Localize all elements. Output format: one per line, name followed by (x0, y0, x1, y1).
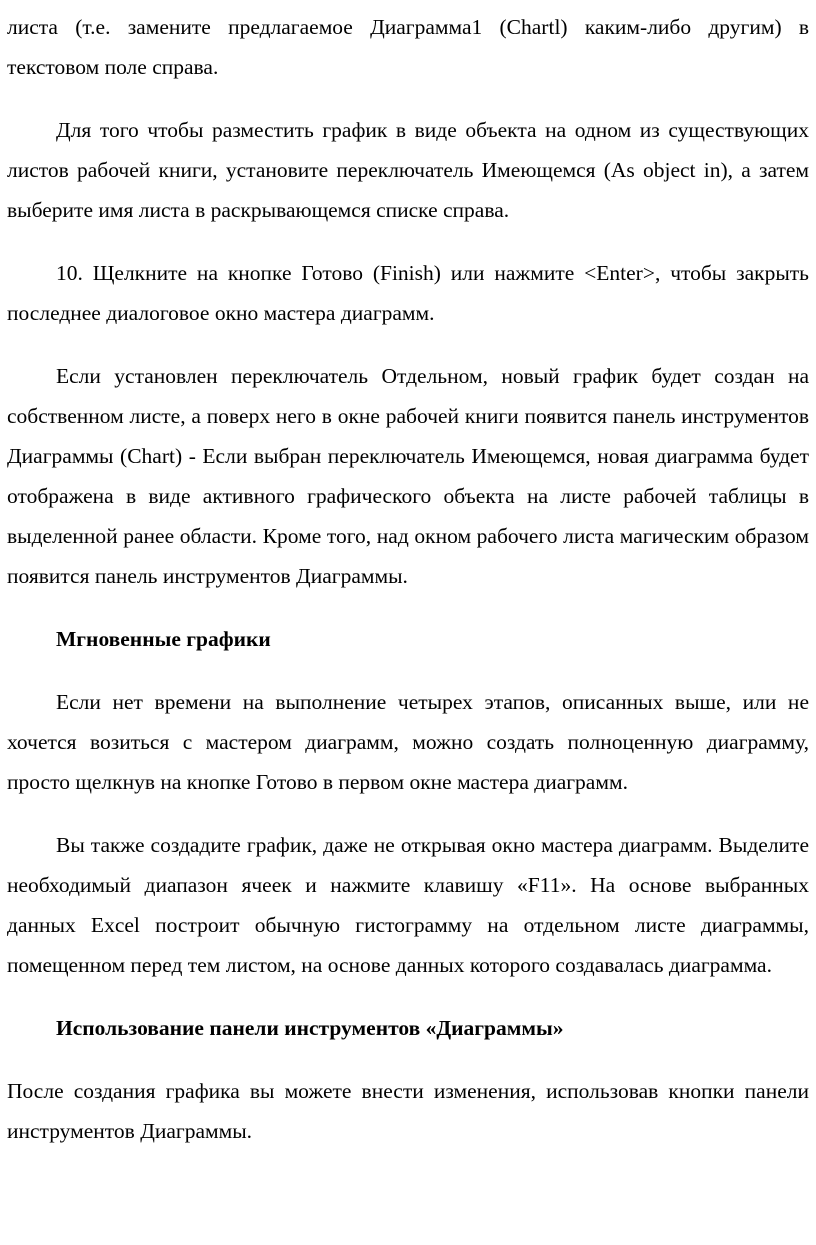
paragraph-continuation-rename-chart: листа (т.е. замените предлагаемое Диаграмма1 (Chartl) каким-либо другим) в текстовом поле справа. (7, 15, 809, 79)
paragraph-step-10-finish: 10. Щелкните на кнопке Готово (Finish) или нажмите <Enter>, чтобы закрыть последнее диалоговое окно мастера диаграмм. (7, 261, 809, 325)
paragraph-as-object-in: Для того чтобы разместить график в виде объекта на одном из существующих листов рабочей книги, установите переключатель Имеющемся (As object in), а затем выберите имя листа в раскрывающемся списке справа. (7, 118, 809, 222)
section-heading-chart-toolbar: Использование панели инструментов «Диаграммы» (56, 1016, 564, 1040)
paragraph-quick-chart-finish-button: Если нет времени на выполнение четырех этапов, описанных выше, или не хочется возиться с мастером диаграмм, можно создать полноценную диаграмму, просто щелкнув на кнопке Готово в первом окне мастера диаграмм. (7, 690, 809, 794)
section-heading-instant-charts: Мгновенные графики (56, 627, 271, 651)
paragraph-chart-placement-result: Если установлен переключатель Отдельном, новый график будет создан на собственном листе, а поверх него в окне рабочей книги появится панель инструментов Диаграммы (Chart) - Если выбран переключатель Имеющемся, новая диаграмма будет отображена в виде активного графического объекта на листе рабочей таблицы в выделенной ранее области. Кроме того, над окном рабочего листа магическим образом появится панель инструментов Диаграммы. (7, 364, 809, 588)
paragraph-f11-shortcut: Вы также создадите график, даже не открывая окно мастера диаграмм. Выделите необходимый диапазон ячеек и нажмите клавишу «F11». На основе выбранных данных Excel построит обычную гистограмму на отдельном листе диаграммы, помещенном перед тем листом, на основе данных которого создавалась диаграмма. (7, 833, 809, 977)
paragraph-toolbar-usage: После создания графика вы можете внести изменения, использовав кнопки панели инструментов Диаграммы. (7, 1079, 809, 1143)
